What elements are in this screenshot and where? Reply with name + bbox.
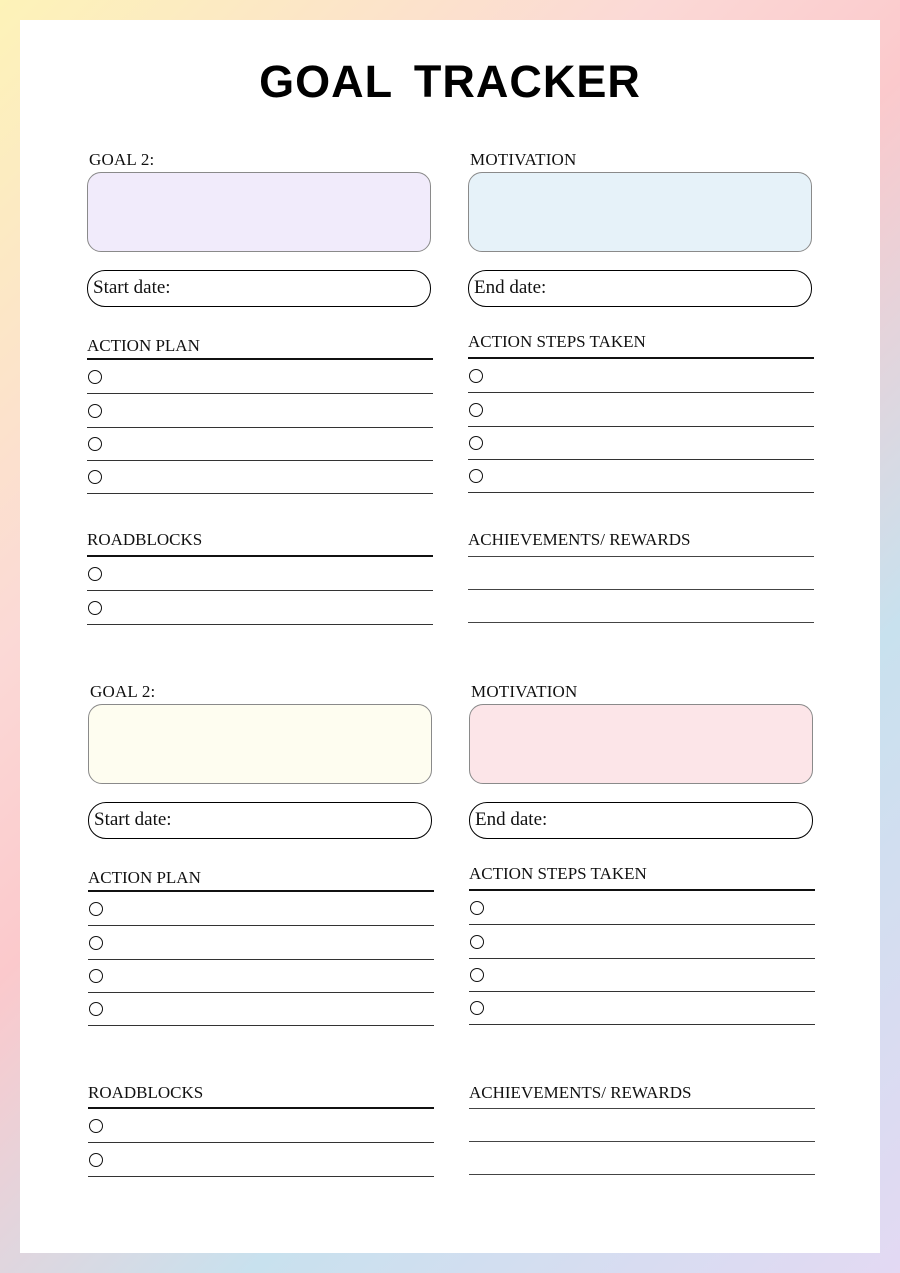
roadblock-item[interactable] [87,591,433,625]
goal-block-2 [20,682,880,1202]
checkbox-circle-icon[interactable] [470,935,484,949]
roadblock-item[interactable] [88,1109,434,1143]
page-title: GOAL TRACKER [259,56,641,107]
roadblock-item[interactable] [88,1143,434,1177]
action-step-item[interactable] [468,393,814,427]
checkbox-circle-icon[interactable] [89,969,103,983]
motivation-label: MOTIVATION [471,682,578,701]
checkbox-circle-icon[interactable] [88,567,102,581]
achievement-line[interactable] [468,556,814,557]
roadblocks-label: ROADBLOCKS [88,1083,204,1102]
action-step-item[interactable] [468,359,814,393]
roadblocks-label: ROADBLOCKS [87,530,203,549]
checkbox-circle-icon[interactable] [88,370,102,384]
action-plan-item[interactable] [88,959,434,993]
end-date-label: End date: [475,809,548,830]
goal-tracker-sheet [20,20,880,1253]
action-plan-item[interactable] [87,460,433,494]
roadblock-item[interactable] [87,557,433,591]
start-date-field[interactable] [88,802,432,839]
checkbox-circle-icon[interactable] [89,1002,103,1016]
action-step-item[interactable] [468,459,814,493]
achievement-line[interactable] [469,1108,815,1109]
motivation-input-box[interactable] [469,704,813,784]
start-date-field[interactable] [87,270,431,307]
checkbox-circle-icon[interactable] [89,1119,103,1133]
end-date-label: End date: [474,277,547,298]
action-plan-item[interactable] [88,926,434,960]
achievements-label: ACHIEVEMENTS/ REWARDS [468,530,691,549]
action-plan-label: ACTION PLAN [87,336,200,355]
checkbox-circle-icon[interactable] [469,403,483,417]
goal-label: GOAL 2: [90,682,156,701]
achievement-line[interactable] [469,1141,815,1142]
action-steps-label: ACTION STEPS TAKEN [469,864,647,883]
action-step-item[interactable] [469,891,815,925]
achievement-line[interactable] [469,1174,815,1175]
action-step-item[interactable] [468,426,814,460]
checkbox-circle-icon[interactable] [89,1153,103,1167]
action-step-item[interactable] [469,925,815,959]
action-plan-item[interactable] [87,360,433,394]
checkbox-circle-icon[interactable] [88,470,102,484]
action-step-item[interactable] [469,958,815,992]
motivation-label: MOTIVATION [470,150,577,169]
checkbox-circle-icon[interactable] [89,902,103,916]
checkbox-circle-icon[interactable] [89,936,103,950]
action-step-item[interactable] [469,991,815,1025]
checkbox-circle-icon[interactable] [469,369,483,383]
checkbox-circle-icon[interactable] [470,1001,484,1015]
start-date-label: Start date: [93,277,171,298]
goal-label: GOAL 2: [89,150,155,169]
motivation-input-box[interactable] [468,172,812,252]
action-plan-item[interactable] [87,394,433,428]
checkbox-circle-icon[interactable] [469,469,483,483]
achievement-line[interactable] [468,622,814,623]
achievement-line[interactable] [468,589,814,590]
end-date-field[interactable] [469,802,813,839]
action-plan-label: ACTION PLAN [88,868,201,887]
checkbox-circle-icon[interactable] [470,901,484,915]
action-plan-item[interactable] [88,992,434,1026]
checkbox-circle-icon[interactable] [88,437,102,451]
achievements-label: ACHIEVEMENTS/ REWARDS [469,1083,692,1102]
checkbox-circle-icon[interactable] [469,436,483,450]
action-plan-item[interactable] [87,427,433,461]
action-plan-item[interactable] [88,892,434,926]
checkbox-circle-icon[interactable] [88,404,102,418]
checkbox-circle-icon[interactable] [88,601,102,615]
goal-input-box[interactable] [88,704,432,784]
goal-block-1 [20,150,880,670]
action-steps-label: ACTION STEPS TAKEN [468,332,646,351]
goal-input-box[interactable] [87,172,431,252]
start-date-label: Start date: [94,809,172,830]
end-date-field[interactable] [468,270,812,307]
checkbox-circle-icon[interactable] [470,968,484,982]
